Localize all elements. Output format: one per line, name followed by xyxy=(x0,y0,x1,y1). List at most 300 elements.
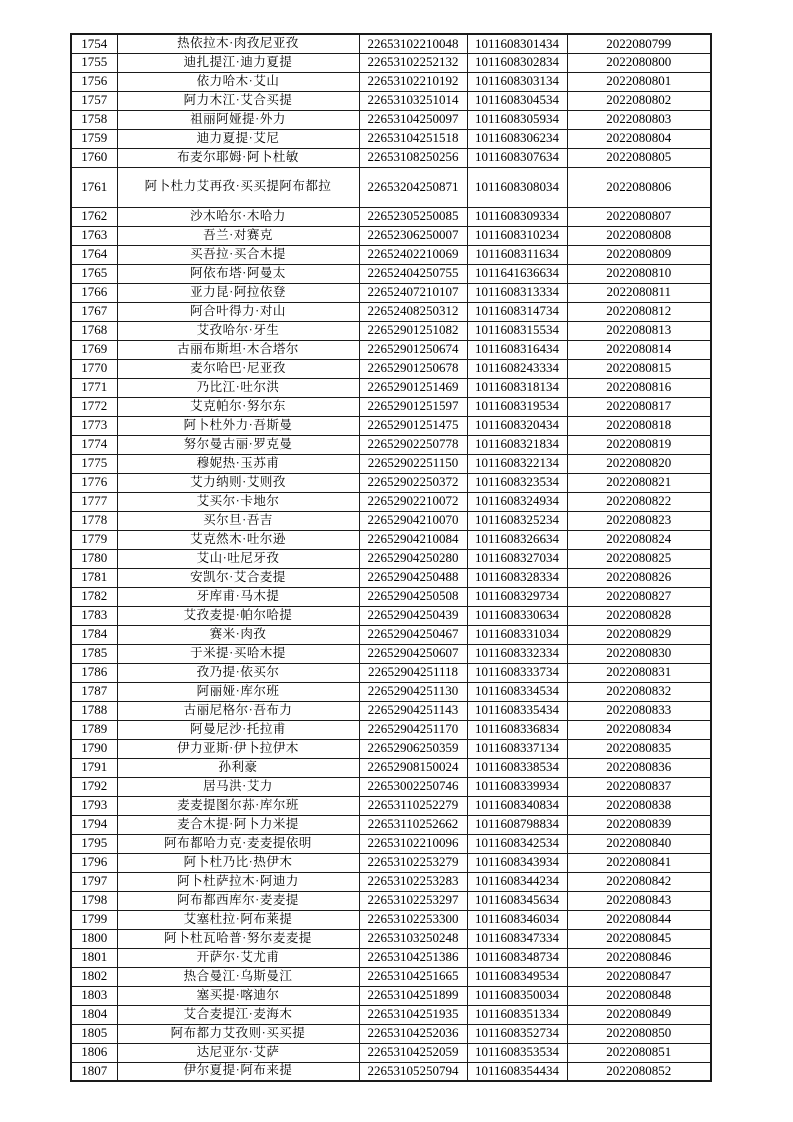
table-row xyxy=(71,34,711,53)
cell-admission-code: 1011608333734 xyxy=(467,663,567,682)
cell-candidate-name: 祖丽阿娅提·外力 xyxy=(117,110,359,129)
cell-serial-number: 2022080825 xyxy=(567,549,711,568)
cell-serial-number: 2022080844 xyxy=(567,910,711,929)
cell-serial-number: 2022080848 xyxy=(567,986,711,1005)
cell-admission-code: 1011608322134 xyxy=(467,454,567,473)
cell-row-number: 1803 xyxy=(71,986,117,1005)
cell-exam-code: 22652904250508 xyxy=(359,587,467,606)
table-row xyxy=(71,148,711,167)
cell-row-number: 1798 xyxy=(71,891,117,910)
cell-row-number: 1799 xyxy=(71,910,117,929)
cell-admission-code: 1011608344234 xyxy=(467,872,567,891)
cell-admission-code: 1011608314734 xyxy=(467,302,567,321)
cell-serial-number: 2022080819 xyxy=(567,435,711,454)
cell-exam-code: 22653104252036 xyxy=(359,1024,467,1043)
cell-admission-code: 1011608301434 xyxy=(467,34,567,53)
cell-candidate-name: 孜乃提·依买尔 xyxy=(117,663,359,682)
cell-admission-code: 1011608315534 xyxy=(467,321,567,340)
cell-row-number: 1802 xyxy=(71,967,117,986)
cell-admission-code: 1011608328334 xyxy=(467,568,567,587)
cell-admission-code: 1011608330634 xyxy=(467,606,567,625)
cell-row-number: 1794 xyxy=(71,815,117,834)
cell-serial-number: 2022080845 xyxy=(567,929,711,948)
cell-admission-code: 1011608323534 xyxy=(467,473,567,492)
cell-exam-code: 22652902210072 xyxy=(359,492,467,511)
cell-serial-number: 2022080830 xyxy=(567,644,711,663)
cell-exam-code: 22653104250097 xyxy=(359,110,467,129)
cell-admission-code: 1011608354434 xyxy=(467,1062,567,1081)
cell-exam-code: 22653102210096 xyxy=(359,834,467,853)
cell-admission-code: 1011608305934 xyxy=(467,110,567,129)
cell-exam-code: 22652904251130 xyxy=(359,682,467,701)
roster-table-body xyxy=(71,34,711,1081)
cell-exam-code: 22653102210192 xyxy=(359,72,467,91)
cell-candidate-name: 艾买尔·卡地尔 xyxy=(117,492,359,511)
cell-row-number: 1754 xyxy=(71,34,117,53)
cell-candidate-name: 阿布都西库尔·麦麦提 xyxy=(117,891,359,910)
cell-admission-code: 1011608338534 xyxy=(467,758,567,777)
table-row xyxy=(71,739,711,758)
cell-row-number: 1791 xyxy=(71,758,117,777)
cell-serial-number: 2022080805 xyxy=(567,148,711,167)
cell-row-number: 1759 xyxy=(71,129,117,148)
cell-admission-code: 1011608318134 xyxy=(467,378,567,397)
cell-exam-code: 22652901251597 xyxy=(359,397,467,416)
cell-row-number: 1796 xyxy=(71,853,117,872)
cell-candidate-name: 麦麦提图尔荪·库尔班 xyxy=(117,796,359,815)
cell-serial-number: 2022080838 xyxy=(567,796,711,815)
cell-admission-code: 1011608334534 xyxy=(467,682,567,701)
cell-admission-code: 1011608313334 xyxy=(467,283,567,302)
cell-row-number: 1767 xyxy=(71,302,117,321)
cell-candidate-name: 艾孜哈尔·牙生 xyxy=(117,321,359,340)
table-row xyxy=(71,167,711,207)
table-row xyxy=(71,321,711,340)
cell-admission-code: 1011608347334 xyxy=(467,929,567,948)
cell-serial-number: 2022080852 xyxy=(567,1062,711,1081)
table-row xyxy=(71,1062,711,1081)
cell-candidate-name: 乃比江·吐尔洪 xyxy=(117,378,359,397)
cell-candidate-name: 热合曼江·乌斯曼江 xyxy=(117,967,359,986)
cell-serial-number: 2022080829 xyxy=(567,625,711,644)
table-row xyxy=(71,53,711,72)
cell-candidate-name: 麦合木提·阿卜力米提 xyxy=(117,815,359,834)
table-row xyxy=(71,929,711,948)
cell-row-number: 1801 xyxy=(71,948,117,967)
cell-row-number: 1786 xyxy=(71,663,117,682)
cell-serial-number: 2022080833 xyxy=(567,701,711,720)
cell-serial-number: 2022080840 xyxy=(567,834,711,853)
cell-exam-code: 22653110252279 xyxy=(359,796,467,815)
table-row xyxy=(71,435,711,454)
cell-admission-code: 1011608349534 xyxy=(467,967,567,986)
cell-exam-code: 22653204250871 xyxy=(359,167,467,207)
cell-row-number: 1758 xyxy=(71,110,117,129)
cell-row-number: 1787 xyxy=(71,682,117,701)
cell-serial-number: 2022080824 xyxy=(567,530,711,549)
table-row xyxy=(71,1005,711,1024)
cell-serial-number: 2022080809 xyxy=(567,245,711,264)
table-row xyxy=(71,549,711,568)
table-row xyxy=(71,891,711,910)
cell-serial-number: 2022080802 xyxy=(567,91,711,110)
cell-row-number: 1773 xyxy=(71,416,117,435)
table-row xyxy=(71,682,711,701)
cell-admission-code: 1011608351334 xyxy=(467,1005,567,1024)
cell-exam-code: 22652902251150 xyxy=(359,454,467,473)
cell-admission-code: 1011608309334 xyxy=(467,207,567,226)
cell-row-number: 1772 xyxy=(71,397,117,416)
cell-candidate-name: 阿卜杜乃比·热伊木 xyxy=(117,853,359,872)
cell-exam-code: 22652404250755 xyxy=(359,264,467,283)
cell-candidate-name: 买尔旦·吾吉 xyxy=(117,511,359,530)
cell-serial-number: 2022080815 xyxy=(567,359,711,378)
cell-serial-number: 2022080804 xyxy=(567,129,711,148)
cell-exam-code: 22652901251475 xyxy=(359,416,467,435)
table-row xyxy=(71,853,711,872)
cell-serial-number: 2022080849 xyxy=(567,1005,711,1024)
cell-serial-number: 2022080835 xyxy=(567,739,711,758)
cell-admission-code: 1011608324934 xyxy=(467,492,567,511)
table-row xyxy=(71,207,711,226)
cell-row-number: 1774 xyxy=(71,435,117,454)
cell-candidate-name: 依力哈木·艾山 xyxy=(117,72,359,91)
table-row xyxy=(71,264,711,283)
cell-admission-code: 1011608337134 xyxy=(467,739,567,758)
cell-exam-code: 22652904250439 xyxy=(359,606,467,625)
cell-admission-code: 1011641636634 xyxy=(467,264,567,283)
cell-exam-code: 22652904210070 xyxy=(359,511,467,530)
cell-serial-number: 2022080850 xyxy=(567,1024,711,1043)
cell-candidate-name: 阿卜杜瓦哈普·努尔麦麦提 xyxy=(117,929,359,948)
cell-candidate-name: 古丽尼格尔·吾布力 xyxy=(117,701,359,720)
cell-serial-number: 2022080839 xyxy=(567,815,711,834)
cell-exam-code: 22652901251082 xyxy=(359,321,467,340)
cell-candidate-name: 亚力昆·阿拉依登 xyxy=(117,283,359,302)
cell-exam-code: 22652904251118 xyxy=(359,663,467,682)
cell-row-number: 1793 xyxy=(71,796,117,815)
table-row xyxy=(71,625,711,644)
table-row xyxy=(71,834,711,853)
table-row xyxy=(71,644,711,663)
table-row xyxy=(71,1024,711,1043)
cell-exam-code: 22653104251386 xyxy=(359,948,467,967)
cell-candidate-name: 阿曼尼沙·托拉甫 xyxy=(117,720,359,739)
cell-exam-code: 22653104251665 xyxy=(359,967,467,986)
cell-candidate-name: 伊力亚斯·伊卜拉伊木 xyxy=(117,739,359,758)
cell-admission-code: 1011608311634 xyxy=(467,245,567,264)
cell-admission-code: 1011608329734 xyxy=(467,587,567,606)
cell-candidate-name: 买吾拉·买合木提 xyxy=(117,245,359,264)
cell-admission-code: 1011608343934 xyxy=(467,853,567,872)
cell-exam-code: 22652908150024 xyxy=(359,758,467,777)
cell-candidate-name: 迪力夏提·艾尼 xyxy=(117,129,359,148)
cell-exam-code: 22653002250746 xyxy=(359,777,467,796)
cell-exam-code: 22653110252662 xyxy=(359,815,467,834)
cell-exam-code: 22652408250312 xyxy=(359,302,467,321)
cell-admission-code: 1011608308034 xyxy=(467,167,567,207)
cell-candidate-name: 艾合麦提江·麦海木 xyxy=(117,1005,359,1024)
cell-exam-code: 22653104251518 xyxy=(359,129,467,148)
cell-admission-code: 1011608342534 xyxy=(467,834,567,853)
table-row xyxy=(71,283,711,302)
cell-candidate-name: 艾克帕尔·努尔东 xyxy=(117,397,359,416)
cell-serial-number: 2022080807 xyxy=(567,207,711,226)
cell-admission-code: 1011608310234 xyxy=(467,226,567,245)
candidate-roster-table xyxy=(70,33,712,1082)
cell-exam-code: 22653102253297 xyxy=(359,891,467,910)
cell-candidate-name: 阿合叶得力·对山 xyxy=(117,302,359,321)
cell-serial-number: 2022080803 xyxy=(567,110,711,129)
table-row xyxy=(71,473,711,492)
cell-admission-code: 1011608336834 xyxy=(467,720,567,739)
cell-exam-code: 22652904250607 xyxy=(359,644,467,663)
cell-row-number: 1761 xyxy=(71,167,117,207)
cell-candidate-name: 孙利豪 xyxy=(117,758,359,777)
table-row xyxy=(71,587,711,606)
cell-candidate-name: 伊尔夏提·阿布来提 xyxy=(117,1062,359,1081)
cell-exam-code: 22652305250085 xyxy=(359,207,467,226)
cell-admission-code: 1011608243334 xyxy=(467,359,567,378)
cell-admission-code: 1011608340834 xyxy=(467,796,567,815)
table-row xyxy=(71,872,711,891)
cell-row-number: 1766 xyxy=(71,283,117,302)
cell-row-number: 1792 xyxy=(71,777,117,796)
cell-row-number: 1779 xyxy=(71,530,117,549)
cell-exam-code: 22653105250794 xyxy=(359,1062,467,1081)
cell-serial-number: 2022080812 xyxy=(567,302,711,321)
table-row xyxy=(71,815,711,834)
cell-candidate-name: 于米提·买哈木提 xyxy=(117,644,359,663)
table-row xyxy=(71,777,711,796)
cell-row-number: 1795 xyxy=(71,834,117,853)
cell-candidate-name: 阿依布塔·阿曼太 xyxy=(117,264,359,283)
cell-serial-number: 2022080827 xyxy=(567,587,711,606)
cell-candidate-name: 麦尔哈巴·尼亚孜 xyxy=(117,359,359,378)
table-row xyxy=(71,226,711,245)
cell-candidate-name: 古丽布斯坦·木合塔尔 xyxy=(117,340,359,359)
cell-serial-number: 2022080813 xyxy=(567,321,711,340)
cell-row-number: 1789 xyxy=(71,720,117,739)
cell-candidate-name: 阿卜杜萨拉木·阿迪力 xyxy=(117,872,359,891)
cell-candidate-name: 安凯尔·艾合麦提 xyxy=(117,568,359,587)
cell-candidate-name: 阿布都哈力克·麦麦提依明 xyxy=(117,834,359,853)
cell-admission-code: 1011608304534 xyxy=(467,91,567,110)
cell-candidate-name: 居马洪·艾力 xyxy=(117,777,359,796)
table-row xyxy=(71,796,711,815)
table-row xyxy=(71,416,711,435)
cell-candidate-name: 艾孜麦提·帕尔哈提 xyxy=(117,606,359,625)
table-row xyxy=(71,511,711,530)
cell-exam-code: 22652904250488 xyxy=(359,568,467,587)
cell-admission-code: 1011608327034 xyxy=(467,549,567,568)
cell-exam-code: 22652904250467 xyxy=(359,625,467,644)
cell-candidate-name: 艾克然木·吐尔逊 xyxy=(117,530,359,549)
cell-row-number: 1764 xyxy=(71,245,117,264)
table-row xyxy=(71,91,711,110)
cell-row-number: 1806 xyxy=(71,1043,117,1062)
cell-admission-code: 1011608319534 xyxy=(467,397,567,416)
table-row xyxy=(71,110,711,129)
cell-candidate-name: 吾兰·对赛克 xyxy=(117,226,359,245)
table-row xyxy=(71,397,711,416)
cell-serial-number: 2022080826 xyxy=(567,568,711,587)
cell-admission-code: 1011608326634 xyxy=(467,530,567,549)
table-row xyxy=(71,663,711,682)
cell-candidate-name: 赛米·肉孜 xyxy=(117,625,359,644)
cell-row-number: 1770 xyxy=(71,359,117,378)
cell-serial-number: 2022080818 xyxy=(567,416,711,435)
cell-serial-number: 2022080801 xyxy=(567,72,711,91)
table-row xyxy=(71,720,711,739)
cell-exam-code: 22652902250778 xyxy=(359,435,467,454)
cell-admission-code: 1011608320434 xyxy=(467,416,567,435)
table-row xyxy=(71,967,711,986)
cell-candidate-name: 阿力木江·艾合买提 xyxy=(117,91,359,110)
table-row xyxy=(71,454,711,473)
cell-exam-code: 22652904251143 xyxy=(359,701,467,720)
cell-serial-number: 2022080851 xyxy=(567,1043,711,1062)
cell-candidate-name: 艾力纳则·艾则孜 xyxy=(117,473,359,492)
cell-serial-number: 2022080816 xyxy=(567,378,711,397)
cell-candidate-name: 阿丽娅·库尔班 xyxy=(117,682,359,701)
cell-admission-code: 1011608331034 xyxy=(467,625,567,644)
cell-admission-code: 1011608321834 xyxy=(467,435,567,454)
cell-row-number: 1807 xyxy=(71,1062,117,1081)
cell-admission-code: 1011608346034 xyxy=(467,910,567,929)
cell-row-number: 1768 xyxy=(71,321,117,340)
cell-row-number: 1797 xyxy=(71,872,117,891)
cell-exam-code: 22653103250248 xyxy=(359,929,467,948)
table-row xyxy=(71,568,711,587)
cell-admission-code: 1011608307634 xyxy=(467,148,567,167)
cell-candidate-name: 沙木哈尔·木哈力 xyxy=(117,207,359,226)
cell-serial-number: 2022080822 xyxy=(567,492,711,511)
cell-admission-code: 1011608306234 xyxy=(467,129,567,148)
cell-exam-code: 22653104251935 xyxy=(359,1005,467,1024)
cell-row-number: 1776 xyxy=(71,473,117,492)
table-row xyxy=(71,530,711,549)
cell-exam-code: 22652904250280 xyxy=(359,549,467,568)
cell-serial-number: 2022080834 xyxy=(567,720,711,739)
cell-candidate-name: 艾塞杜拉·阿布莱提 xyxy=(117,910,359,929)
cell-row-number: 1757 xyxy=(71,91,117,110)
cell-row-number: 1769 xyxy=(71,340,117,359)
cell-row-number: 1782 xyxy=(71,587,117,606)
cell-exam-code: 22653102252132 xyxy=(359,53,467,72)
cell-serial-number: 2022080808 xyxy=(567,226,711,245)
cell-exam-code: 22653102253279 xyxy=(359,853,467,872)
table-row xyxy=(71,72,711,91)
cell-admission-code: 1011608302834 xyxy=(467,53,567,72)
cell-row-number: 1756 xyxy=(71,72,117,91)
cell-serial-number: 2022080799 xyxy=(567,34,711,53)
cell-candidate-name: 开萨尔·艾尤甫 xyxy=(117,948,359,967)
cell-admission-code: 1011608303134 xyxy=(467,72,567,91)
cell-row-number: 1762 xyxy=(71,207,117,226)
cell-row-number: 1765 xyxy=(71,264,117,283)
cell-row-number: 1800 xyxy=(71,929,117,948)
table-row xyxy=(71,245,711,264)
cell-row-number: 1781 xyxy=(71,568,117,587)
table-row xyxy=(71,701,711,720)
cell-exam-code: 22652904210084 xyxy=(359,530,467,549)
cell-admission-code: 1011608350034 xyxy=(467,986,567,1005)
cell-serial-number: 2022080831 xyxy=(567,663,711,682)
cell-row-number: 1790 xyxy=(71,739,117,758)
cell-admission-code: 1011608798834 xyxy=(467,815,567,834)
cell-row-number: 1778 xyxy=(71,511,117,530)
table-row xyxy=(71,1043,711,1062)
cell-row-number: 1763 xyxy=(71,226,117,245)
cell-row-number: 1771 xyxy=(71,378,117,397)
cell-admission-code: 1011608316434 xyxy=(467,340,567,359)
cell-exam-code: 22653102210048 xyxy=(359,34,467,53)
cell-exam-code: 22652402210069 xyxy=(359,245,467,264)
cell-exam-code: 22653102253300 xyxy=(359,910,467,929)
cell-serial-number: 2022080817 xyxy=(567,397,711,416)
cell-serial-number: 2022080823 xyxy=(567,511,711,530)
cell-serial-number: 2022080837 xyxy=(567,777,711,796)
cell-serial-number: 2022080832 xyxy=(567,682,711,701)
table-row xyxy=(71,129,711,148)
cell-serial-number: 2022080836 xyxy=(567,758,711,777)
cell-candidate-name: 塞买提·喀迪尔 xyxy=(117,986,359,1005)
cell-row-number: 1804 xyxy=(71,1005,117,1024)
cell-serial-number: 2022080806 xyxy=(567,167,711,207)
cell-admission-code: 1011608348734 xyxy=(467,948,567,967)
cell-serial-number: 2022080843 xyxy=(567,891,711,910)
cell-admission-code: 1011608352734 xyxy=(467,1024,567,1043)
table-row xyxy=(71,302,711,321)
cell-serial-number: 2022080821 xyxy=(567,473,711,492)
table-row xyxy=(71,359,711,378)
cell-exam-code: 22653102253283 xyxy=(359,872,467,891)
table-row xyxy=(71,948,711,967)
cell-row-number: 1780 xyxy=(71,549,117,568)
cell-candidate-name: 布麦尔耶姆·阿卜杜敏 xyxy=(117,148,359,167)
cell-row-number: 1760 xyxy=(71,148,117,167)
cell-exam-code: 22652306250007 xyxy=(359,226,467,245)
cell-row-number: 1785 xyxy=(71,644,117,663)
cell-candidate-name: 牙库甫·马木提 xyxy=(117,587,359,606)
cell-serial-number: 2022080842 xyxy=(567,872,711,891)
table-row xyxy=(71,986,711,1005)
cell-exam-code: 22653103251014 xyxy=(359,91,467,110)
cell-serial-number: 2022080820 xyxy=(567,454,711,473)
cell-serial-number: 2022080847 xyxy=(567,967,711,986)
table-row xyxy=(71,378,711,397)
cell-serial-number: 2022080800 xyxy=(567,53,711,72)
cell-admission-code: 1011608332334 xyxy=(467,644,567,663)
cell-row-number: 1805 xyxy=(71,1024,117,1043)
cell-admission-code: 1011608335434 xyxy=(467,701,567,720)
cell-candidate-name: 热依拉木·肉孜尼亚孜 xyxy=(117,34,359,53)
cell-serial-number: 2022080811 xyxy=(567,283,711,302)
table-row xyxy=(71,492,711,511)
cell-serial-number: 2022080841 xyxy=(567,853,711,872)
cell-candidate-name: 阿卜杜外力·吾斯曼 xyxy=(117,416,359,435)
cell-row-number: 1755 xyxy=(71,53,117,72)
cell-exam-code: 22652906250359 xyxy=(359,739,467,758)
cell-serial-number: 2022080814 xyxy=(567,340,711,359)
cell-candidate-name: 迪扎提江·迪力夏提 xyxy=(117,53,359,72)
cell-candidate-name: 阿卜杜力艾再孜·买买提阿布都拉 xyxy=(117,167,359,207)
cell-admission-code: 1011608345634 xyxy=(467,891,567,910)
cell-candidate-name: 努尔曼古丽·罗克曼 xyxy=(117,435,359,454)
cell-row-number: 1783 xyxy=(71,606,117,625)
table-row xyxy=(71,340,711,359)
